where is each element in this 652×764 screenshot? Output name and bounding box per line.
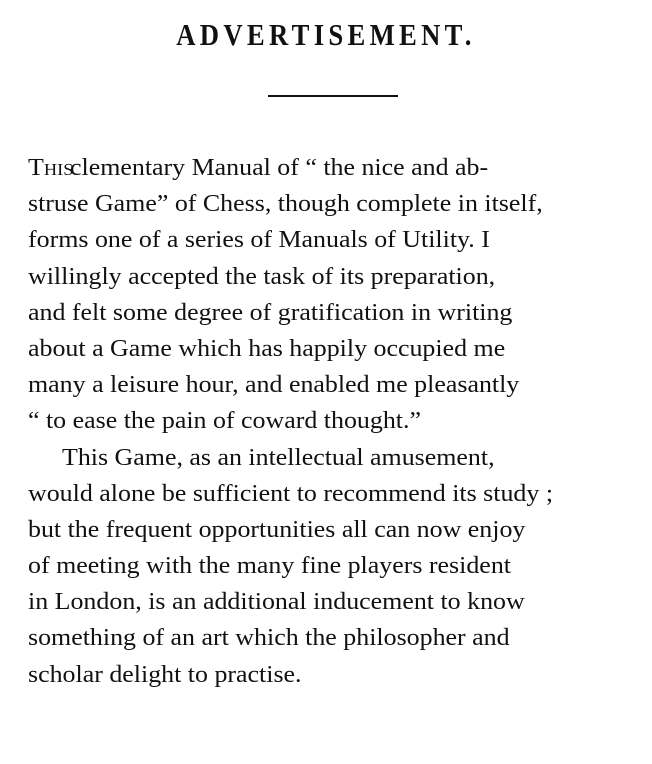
- line-text: of meeting with the many fine players resident: [28, 553, 511, 580]
- line-text: and felt some degree of gratification in writing: [28, 299, 513, 326]
- text-line-6: [28, 331, 640, 367]
- line-text: scholar delight to practise.: [28, 661, 302, 688]
- line-text: forms one of a series of Manuals of Utility. I: [28, 227, 490, 254]
- line-text: about a Game which has happily occupied me: [28, 335, 506, 362]
- line-text: clementary Manual of “ the nice and ab-: [70, 155, 489, 181]
- line-text: but the frequent opportunities all can now enjoy: [28, 516, 526, 543]
- line-text: “ to ease the pain of coward thought.”: [28, 408, 421, 435]
- text-line-1: [28, 150, 640, 186]
- page-heading: ADVERTISEMENT.: [176, 17, 476, 52]
- text-line-13: [28, 584, 640, 620]
- text-line-10: [28, 476, 640, 512]
- text-line-4: [28, 259, 640, 295]
- text-line-9: [28, 440, 640, 476]
- text-line-2: [28, 186, 640, 222]
- text-line-11: [28, 512, 640, 548]
- text-line-3: [28, 222, 640, 258]
- text-line-14: [28, 620, 640, 656]
- text-line-5: [28, 295, 640, 331]
- text-line-8: [28, 403, 640, 439]
- line-text: struse Game” of Chess, though complete in itself,: [28, 191, 543, 218]
- heading-rule: [268, 95, 398, 97]
- text-line-7: [28, 367, 640, 403]
- line-text: would alone be sufficient to recommend its study ;: [28, 480, 554, 507]
- line-text: many a leisure hour, and enabled me pleasantly: [28, 372, 520, 399]
- line-text: willingly accepted the task of its preparation,: [28, 263, 496, 290]
- text-line-15: [28, 657, 640, 693]
- paragraph-lead: This: [28, 155, 74, 181]
- text-line-12: [28, 548, 640, 584]
- line-text: This Game, as an intellectual amusement,: [62, 444, 495, 471]
- line-text: in London, is an additional inducement to know: [28, 589, 525, 616]
- advertisement-text: [28, 150, 640, 693]
- line-text: something of an art which the philosopher and: [28, 625, 510, 652]
